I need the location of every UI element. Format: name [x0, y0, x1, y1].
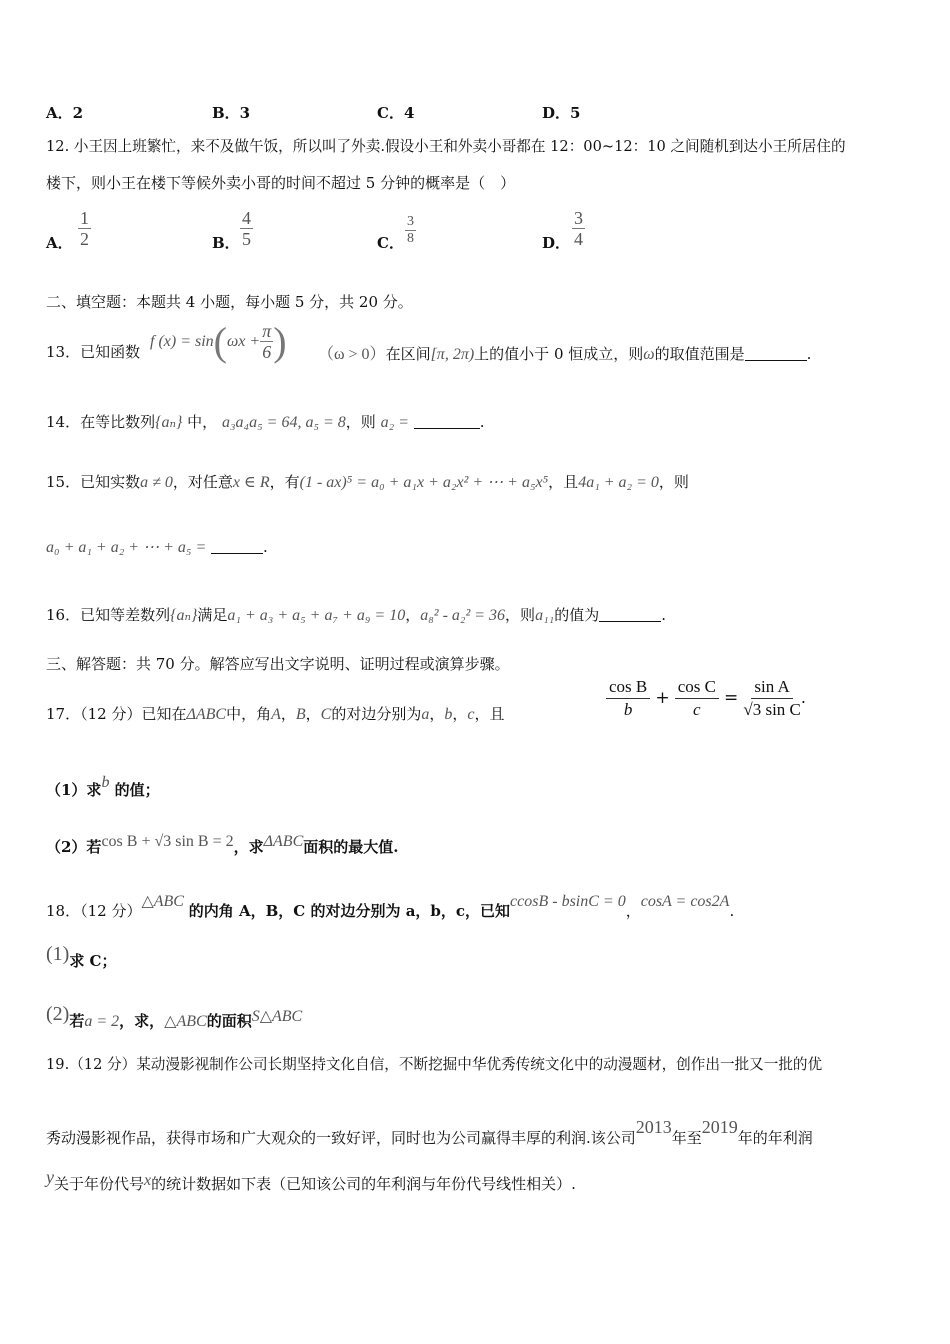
- q14-condition: a₃a₄a₅ = 64, a₅ = 8: [221, 414, 346, 431]
- q18: 18．（12 分）△ABC 的内角 A，B，C 的对边分别为 a，b，c，已知ccosB - bsinC = 0，cosA = cos2A.: [46, 893, 735, 920]
- part2-prefix: （2）若: [46, 838, 102, 856]
- q18-cond1: ccosB - bsinC = 0: [510, 893, 626, 910]
- side-b: b: [444, 706, 453, 723]
- section2-heading: 二、填空题：本题共 4 小题，每小题 5 分，共 20 分。: [46, 293, 413, 311]
- q18-prefix: 18．（12 分）: [46, 902, 142, 920]
- q12-option-d: [542, 232, 570, 253]
- q19-line2-post: 年的年利润: [737, 1129, 813, 1147]
- q12-line1: 12. 小王因上班繁忙，来不及做午饭，所以叫了外卖.假设小王和外卖小哥都在 12：00~12：10 之间随机到达小王所居住的: [46, 138, 846, 155]
- year-start: 2013: [635, 1117, 672, 1137]
- denominator: 2: [80, 229, 89, 249]
- q14-prefix: 14．在等比数列: [46, 413, 156, 431]
- q15-cond1: a ≠ 0: [140, 474, 173, 491]
- option-label: A．: [46, 234, 73, 252]
- q18-mid: 的内角 A，B，C 的对边分别为 a，b，c，已知: [188, 902, 511, 920]
- q17-equation: $\frac{\text{cos B}}{b}$ + $\frac{\text{cos C}}{c}$ = $\frac{\text{sin A}}{\text{√3 sin C}}$ .: [606, 676, 806, 721]
- angle-b: B: [295, 706, 306, 723]
- part1-post: 的值；: [114, 781, 160, 799]
- side-a: a: [421, 706, 430, 723]
- part1-number: (1): [46, 943, 70, 965]
- q16-prefix: 16．已知等差数列: [46, 606, 171, 624]
- q14-mid2: ，则: [345, 413, 376, 431]
- cosc-over-c: [675, 676, 719, 721]
- section3-heading: 三、解答题：共 70 分。解答应写出文字说明、证明过程或演算步骤。: [46, 655, 510, 673]
- numerator: cos C: [675, 676, 719, 699]
- q19-line3-a: 关于年份代号: [54, 1175, 145, 1193]
- q13-interval: [π, 2π): [430, 346, 475, 363]
- q15-sum: a₀ + a₁ + a₂ + ⋯ + a₅ =: [46, 539, 207, 556]
- q18-part1: [46, 944, 117, 971]
- area-symbol: S△ABC: [251, 1008, 303, 1025]
- q19-line1: 19.（12 分）某动漫影视制作公司长期坚持文化自信，不断挖掘中华优秀传统文化中的动漫题材，创作出一批又一批的优: [46, 1056, 823, 1073]
- q13-function: [150, 318, 287, 365]
- year-end: 2019: [701, 1117, 738, 1137]
- q18-triangle: △ABC: [141, 893, 184, 910]
- q17-part2: [46, 832, 398, 857]
- angle-c: C: [320, 706, 332, 723]
- q16-mid: 满足: [197, 606, 228, 624]
- q13: [46, 342, 140, 362]
- q16-cond1: a₁ + a₃ + a₅ + a₇ + a₉ = 10: [227, 607, 406, 624]
- part2-condition: a = 2: [84, 1013, 120, 1030]
- denominator: √3 sin C: [743, 700, 801, 719]
- q11-option-c: C．4: [377, 104, 415, 122]
- numerator: cos B: [606, 676, 650, 699]
- q12-option-c: [377, 232, 404, 253]
- q16-cond2: a₈² - a₂² = 36: [420, 607, 506, 624]
- q12-option-c-fraction: [405, 214, 416, 247]
- part2-number: (2): [46, 1003, 70, 1025]
- denominator: b: [623, 700, 633, 719]
- q19-line3-b: 的统计数据如下表（已知该公司的年利润与年份代号线性相关）.: [151, 1175, 576, 1193]
- x-variable: x: [144, 1172, 152, 1189]
- q14-ask: a₂ =: [380, 414, 409, 431]
- q18-cond2: cosA = cos2A: [640, 893, 730, 910]
- numerator: 1: [80, 208, 89, 228]
- q17-mid3: ，且: [474, 705, 505, 723]
- q16-sequence: {aₙ}: [170, 607, 198, 624]
- q13-prefix: 13．已知函数: [46, 343, 141, 361]
- q16-mid2: ，则: [505, 606, 536, 624]
- numerator: π: [262, 321, 272, 341]
- q16-ask: a₁₁: [535, 607, 555, 624]
- q19-line2-prefix: 秀动漫影视作品，获得市场和广大观众的一致好评，同时也为公司赢得丰厚的利润.该公司: [46, 1129, 636, 1147]
- option-label: B．: [212, 234, 240, 252]
- plus-sign: +: [655, 688, 670, 708]
- q18-part2: [46, 1004, 302, 1032]
- part1-prefix: （1）求: [46, 781, 102, 799]
- side-c: c: [467, 706, 475, 723]
- option-label: D．: [542, 234, 571, 252]
- part2-post: 的面积: [206, 1012, 252, 1030]
- part2-triangle: ΔABC: [263, 833, 304, 850]
- part2-prefix: 若: [69, 1012, 85, 1030]
- q11-option-a: A．2: [46, 104, 84, 122]
- q15-line2: a₀ + a₁ + a₂ + ⋯ + a₅ = .: [46, 538, 268, 556]
- q12-option-a-fraction: [78, 208, 91, 249]
- q12-option-a: [46, 232, 73, 253]
- denominator: 8: [407, 231, 414, 246]
- pi-over-six: [260, 321, 273, 362]
- q15-line1: [46, 472, 689, 493]
- q13-rest: （ω > 0）在区间[π, 2π)上的值小于 0 恒成立，则ω的取值范围是 .: [318, 345, 812, 363]
- numerator: 4: [242, 208, 251, 228]
- answer-blank[interactable]: [745, 344, 807, 361]
- numerator: 3: [407, 214, 414, 229]
- q19-line2-mid: 年至: [671, 1129, 702, 1147]
- q15-prefix: 15．已知实数: [46, 473, 141, 491]
- left-paren: (: [213, 319, 227, 364]
- q12-option-b-fraction: [240, 208, 253, 249]
- q13-arg: ωx +: [227, 333, 261, 350]
- answer-blank[interactable]: [414, 412, 480, 429]
- answer-blank[interactable]: [599, 605, 661, 622]
- q15-post: ，则: [658, 473, 689, 491]
- q13-post: 的取值范围是: [654, 345, 745, 363]
- q14: 14．在等比数列{aₙ} 中， a₃a₄a₅ = 64, a₅ = 8，则 a₂ = .: [46, 413, 485, 431]
- q11-option-b: B．3: [212, 104, 251, 122]
- numerator: 3: [574, 208, 583, 228]
- q17-mid: 中，角: [226, 705, 272, 723]
- q13-fx: f (x) = sin: [150, 333, 214, 350]
- answer-blank[interactable]: [211, 537, 263, 554]
- q17-mid2: 的对边分别为: [331, 705, 422, 723]
- q12-option-b: [212, 232, 240, 253]
- q17: 17．（12 分）已知在ΔABC中，角A，B，C的对边分别为a，b，c，且: [46, 705, 505, 723]
- q13-mid2: 上的值小于 0 恒成立，则: [474, 345, 644, 363]
- q11-option-d: D．5: [542, 104, 581, 122]
- part2-mid: ，求: [233, 838, 264, 856]
- q16: 16．已知等差数列{aₙ}满足a₁ + a₃ + a₅ + a₇ + a₉ = 10，a₈² - a₂² = 36，则a₁₁的值为 .: [46, 606, 666, 624]
- right-paren: ): [273, 319, 287, 364]
- q13-mid: 在区间: [385, 345, 431, 363]
- q17-triangle: ΔABC: [186, 706, 227, 723]
- q17-prefix: 17．（12 分）已知在: [46, 705, 187, 723]
- option-label: C．: [377, 234, 404, 252]
- part1-var: b: [101, 774, 110, 791]
- y-variable: y: [46, 1167, 54, 1187]
- denominator: 6: [262, 342, 272, 362]
- q15-mid: ，对任意: [172, 473, 233, 491]
- denominator: 5: [242, 229, 251, 249]
- q14-sequence: {aₙ}: [155, 414, 183, 431]
- q13-condition: （ω > 0）: [318, 346, 386, 363]
- q15-cond3: 4a₁ + a₂ = 0: [578, 474, 659, 491]
- q19-line2: [46, 1117, 813, 1148]
- part2-mid: ，求，: [119, 1012, 165, 1030]
- q12-line2: 楼下，则小王在楼下等候外卖小哥的时间不超过 5 分钟的概率是（ ）: [46, 174, 516, 192]
- numerator: sin A: [751, 676, 792, 699]
- q16-post: 的值为: [554, 606, 600, 624]
- q13-omega: ω: [643, 346, 655, 363]
- part2-condition: cos B + √3 sin B = 2: [101, 833, 234, 850]
- sina-over-sqrt3sinc: [743, 676, 801, 721]
- q12-option-d-fraction: [572, 208, 585, 249]
- angle-a: A: [271, 706, 281, 723]
- denominator: 4: [574, 229, 583, 249]
- q15-expansion: (1 - ax)⁵ = a₀ + a₁x + a₂x² + ⋯ + a₅x⁵: [299, 474, 549, 491]
- q15-mid2: ，有: [269, 473, 300, 491]
- part2-triangle: △ABC: [164, 1013, 207, 1030]
- q19-line3: [46, 1167, 576, 1194]
- equals-sign: =: [724, 688, 739, 708]
- q17-part1: [46, 773, 160, 800]
- part1-text: 求 C；: [69, 952, 117, 970]
- part2-post: 面积的最大值.: [303, 838, 399, 856]
- q15-cond2: x ∈ R: [232, 474, 270, 491]
- q14-mid: 中，: [187, 413, 218, 431]
- cosb-over-b: [606, 676, 650, 721]
- denominator: c: [693, 700, 701, 719]
- q15-mid3: ，且: [548, 473, 579, 491]
